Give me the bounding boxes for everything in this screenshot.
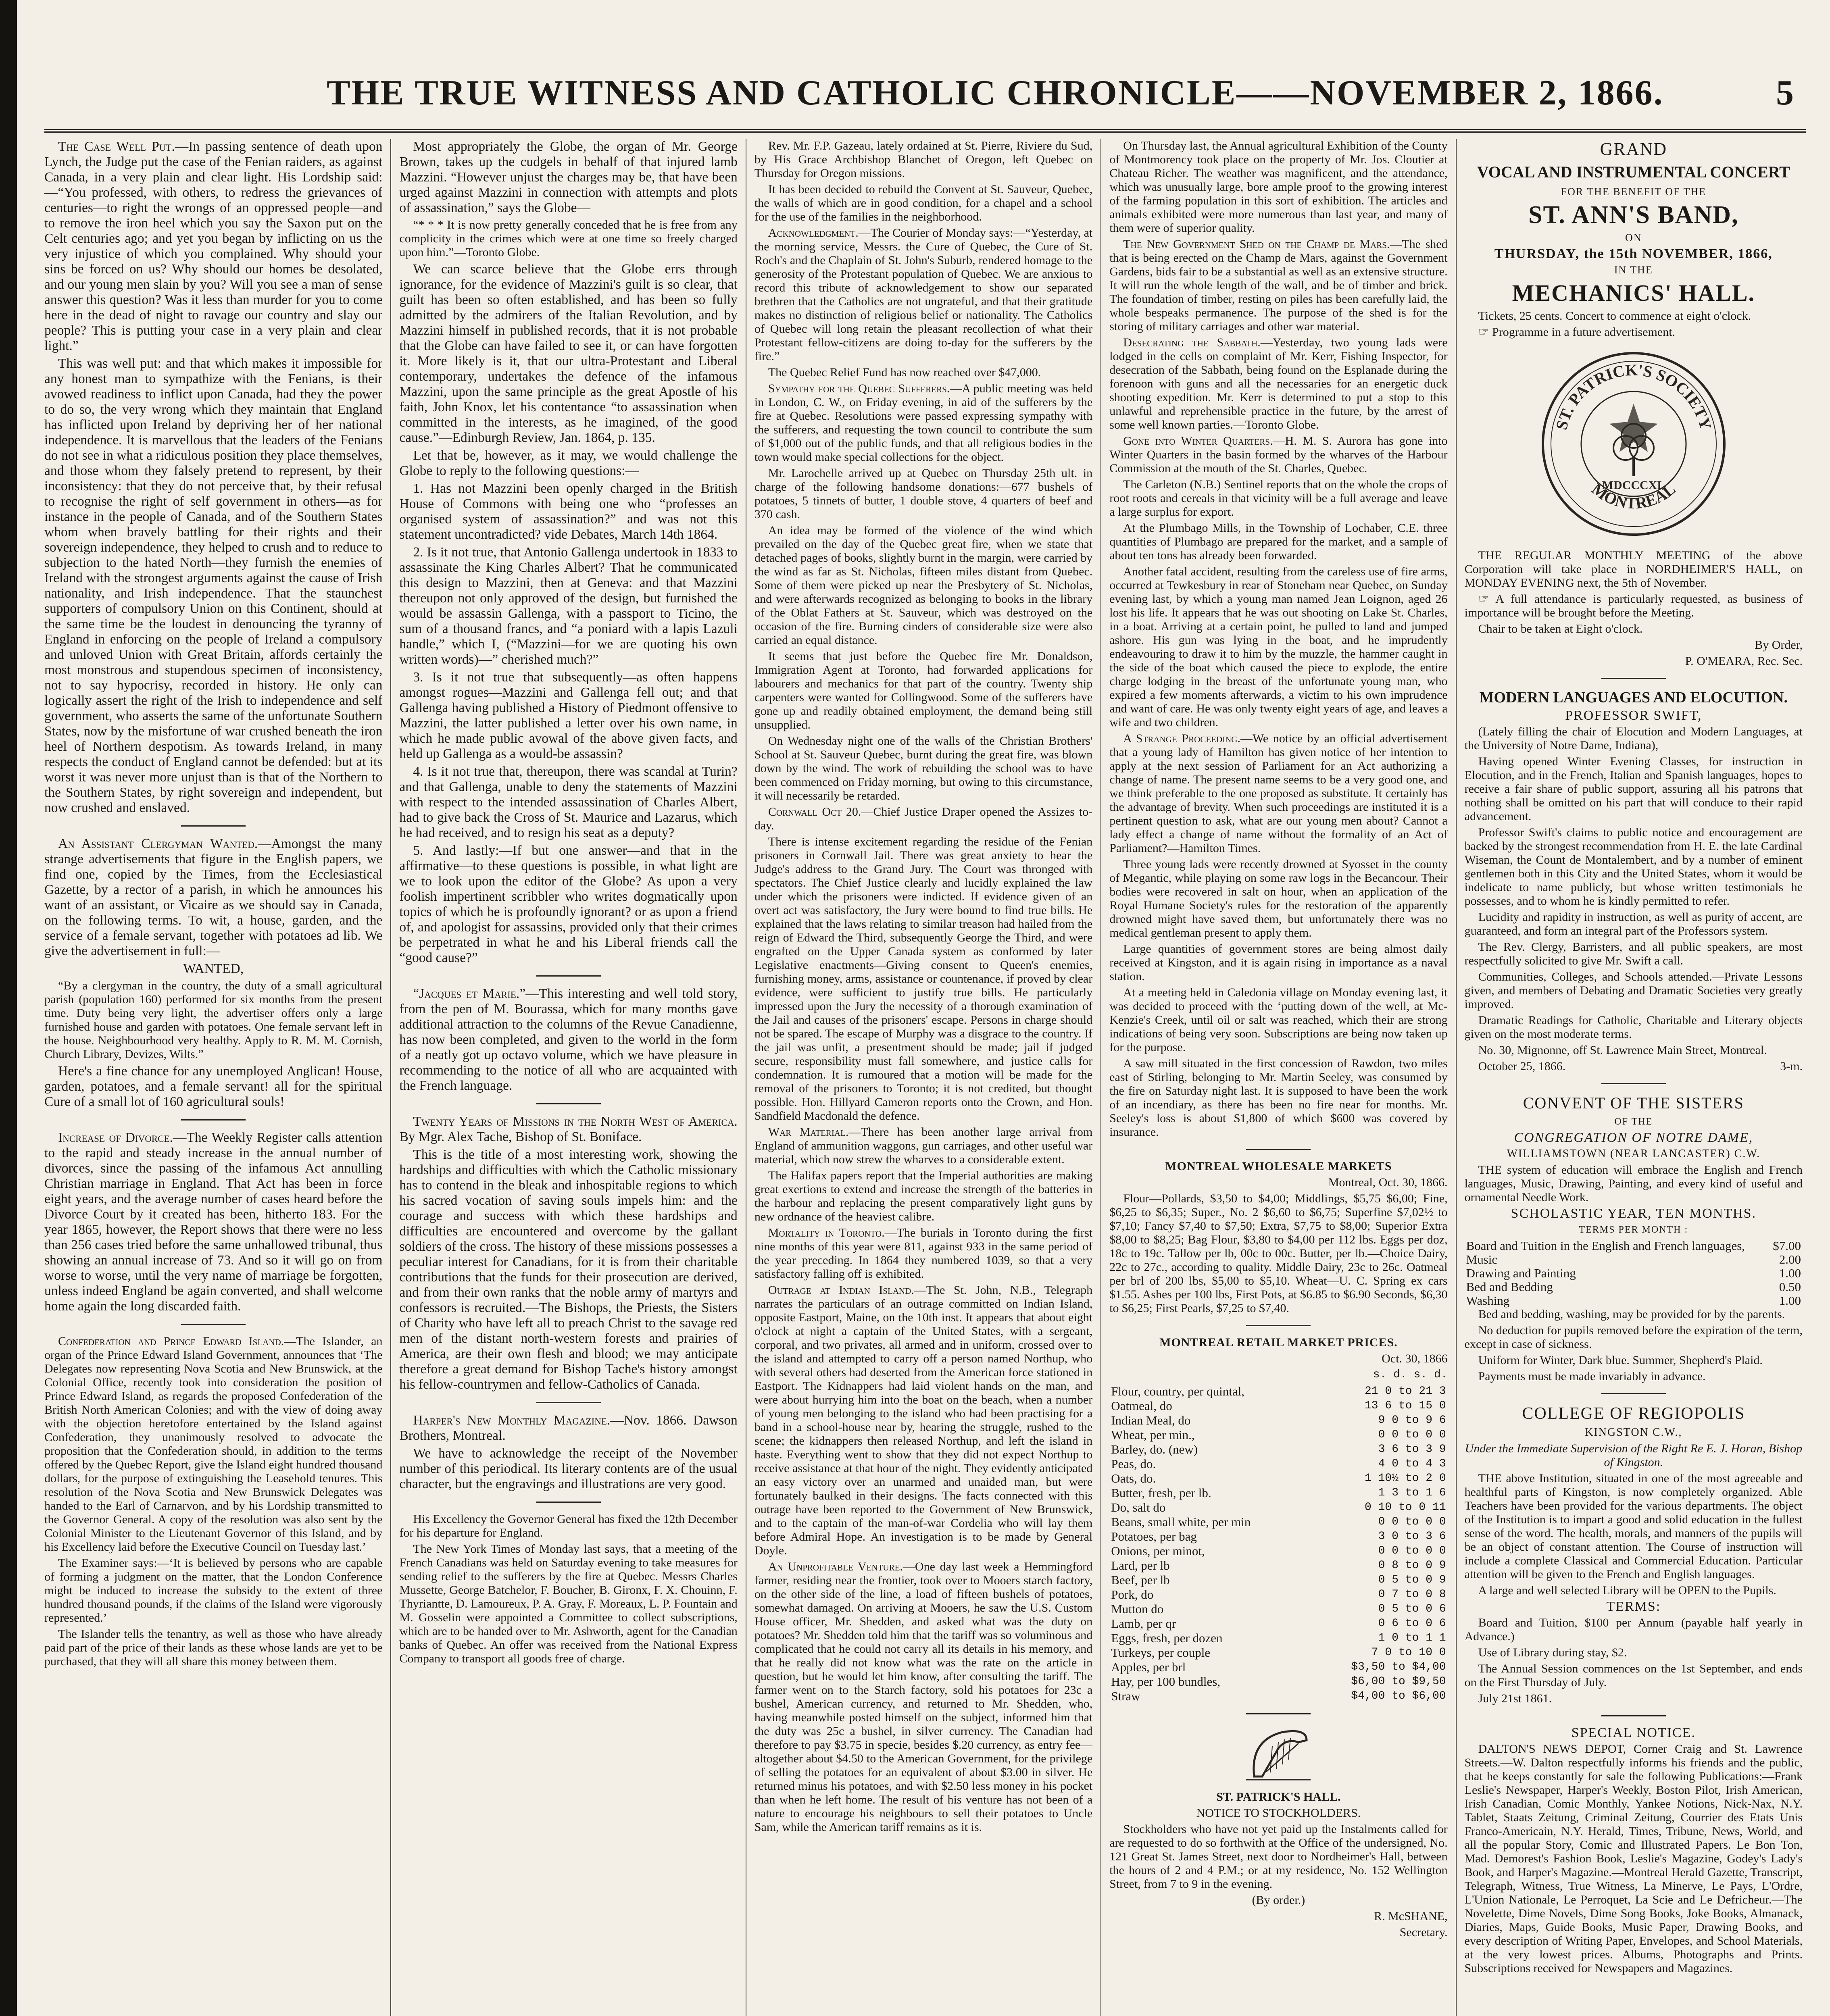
retail-price: 1 0 to 1 1 — [1378, 1632, 1446, 1644]
article-paragraph: We have to acknowledge the receipt of the November number of this periodical. Its literary contents are of the usual character, but the engravings and illustrations are very good. — [399, 1446, 738, 1491]
article-byline: By Mgr. Alex Tache, Bishop of St. Boniface. — [399, 1129, 642, 1144]
article-body: —This interesting and well told story, from the pen of M. Bourassa, which for many months gave additional attraction to the columns of the Revue Canadienne, has now been completed, and given to the world in the form of a neatly got up octavo volume, which we have pleasure in recommending to the notice of all who are acquainted with the French language. — [399, 986, 738, 1093]
news-item: A saw mill situated in the first concession of Rawdon, two miles east of Stirling, belonging to Mr. Martin Seeley, was consumed by the fire on Saturday night last. It is supposed to have been the work of an incendiary, as there has been no fire near for months. Mr. Seeley's loss is about $1,800 of which $600 was covered by insurance. — [1109, 1057, 1448, 1139]
convent-para: Uniform for Winter, Dark blue. Summer, Shepherd's Plaid. — [1478, 1354, 1763, 1367]
concert-grand: GRAND — [1600, 139, 1667, 159]
retail-row — [1109, 1399, 1447, 1413]
divider — [181, 1324, 246, 1325]
retail-item: Eggs, fresh, per dozen — [1111, 1631, 1223, 1645]
divider — [1601, 1083, 1666, 1084]
news-item — [755, 1226, 1092, 1281]
fee-item: Drawing and Painting — [1466, 1266, 1576, 1280]
article-heading: The New Government Shed on the Champ de Mars. — [1123, 237, 1390, 251]
question-3: 3. Is it not true that subsequently—as often happens amongst rogues—Mazzini and Gallenga fell out; and that Gallenga having published a History of Piedmont offensive to Mazzini, the latter published a letter over his own name, in which he made public avowal of the above given facts, and held up Gallenga as a would-be assassin? — [399, 670, 738, 761]
article-case-well-put — [44, 139, 382, 354]
news-item — [1109, 434, 1447, 475]
retail-price: 0 0 to 0 0 — [1378, 1429, 1446, 1441]
divider — [1601, 1393, 1666, 1394]
fee-item: Board and Tuition in the English and French languages, — [1466, 1239, 1745, 1253]
special-notice-body: DALTON'S NEWS DEPOT, Corner Craig and St. Lawrence Streets.—W. Dalton respectfully informs his friends and the public, that he keeps constantly for sale the following Publications:—Frank Leslie's Newspaper, Harper's Weekly, Boston Pilot, Irish American, Irish Canadian, Comic Monthly, Yankee Notions, Nick-Nax, N.Y. Tablet, Staats Zeitung, Criminal Zeitung, Courrier des Etats Unis Franco-Americain, N.Y. Herald, Times, Tribune, News, World, and all the popular Story, Comic and Illustrated Papers. Le Bon Ton, Mad. Demorest's Fashion Book, Leslie's Magazine, Godey's Lady's Book, and Harper's Magazine.—Montreal Herald Gazette, Transcript, Telegraph, Witness, True Witness, La Minerve, Le Pays, L'Ordre, L'Union Nationale, Le Perroquet, La Scie and Le Defricheur.—The Novelette, Dime Novels, Dime Song Books, Joke Books, Almanack, Diaries, Maps, Guide Books, Music Paper, Drawing Books, and every description of Writing Paper, Envelopes, and School Materials, at the very lowest prices. Albums, Photographs and Prints. Subscriptions received for Newspapers and Magazines. — [1464, 1742, 1803, 1975]
concert-in: IN THE — [1614, 264, 1653, 276]
languages-para: Lucidity and rapidity in instruction, as well as purity of accent, are guaranteed, and form an integral part of the Professors system. — [1464, 910, 1803, 937]
news-item: There is intense excitement regarding the residue of the Fenian prisoners in Cornwall Jail. There was great anxiety to hear the Judge's address to the Grand Jury. The Court was thronged with spectators. The Chief Justice clearly and lucidly explained the law under which the prisoners were indicted. If evidence given of an overt act was satisfactory, the Jury were bound to find true bills. He explained that the laws relating to similar treason had hailed from the reign of Edward the Third, subsequently George the Third, and were engrafted on the Upper Canada system as conformed by later Legislative enactments—Giving consent to Queen's enemies, furnishing money, arms, assistance or countenance, if proved by clear evidence, were sufficient to justify true bills. He particularly impressed upon the Jury the necessity of a thorough examination of the Jail and causes of the prisoners' escape. Persons in charge should not be spared. The escape of Murphy was a disgrace to the country. If the jail was unfit, a presentment should be made; jail if judged secure, responsibility must fall somewhere, and justice calls for condemnation. It is rumoured that a motion will be made for the removal of the prisoners to Toronto; it is not credited, but thought possible. Hon. Hillyard Cameron reports onto the Crown, and Hon. Sandfield Macdonald the defence. — [754, 835, 1093, 1123]
retail-price: 4 0 to 4 3 — [1378, 1458, 1446, 1470]
article-heading: An Assistant Clergyman Wanted. — [58, 836, 258, 851]
question-2: 2. Is it not true, that Antonio Gallenga undertook in 1833 to assassinate the King Charles Albert? That he communicated this design to Mazzini, then at Geneva: and that Mazzini thereupon not only approved of the design, but furnished the would be assassin Gallenga, with a passport to Ticino, the sum of a thousand francs, and “a poniard with a lapis Lazuli handle,” which I, (“Mazzini—for we are quoting his own written words)—” cherished much?” — [399, 545, 738, 667]
retail-price: $3,50 to $4,00 — [1351, 1661, 1446, 1673]
divider — [181, 1119, 246, 1120]
retail-row — [1109, 1616, 1447, 1631]
hall-notice: Stockholders who have not yet paid up the Instalments called for are requested to do so forthwith at the Office of the undersigned, No. 121 Great St. James Street, next door to Nordheimer's Hall, between the hours of 2 and 4 P.M.; or at my residence, No. 152 Wellington Street, from 7 to 9 in the evening. — [1109, 1822, 1448, 1891]
article-confederation — [44, 1335, 382, 1554]
retail-price: 21 0 to 21 3 — [1364, 1385, 1446, 1397]
article-body: —The burials in Toronto during the first nine months of this year were 811, against 933 in the same period of the year preceding. In 1864 they numbered 1039, so that a very satisfactory falling off is exhibited. — [754, 1226, 1093, 1281]
retail-row — [1109, 1645, 1447, 1660]
college-para: Board and Tuition, $100 per Annum (payable half yearly in Advance.) — [1464, 1616, 1803, 1643]
article-paragraph: The Examiner says:—‘It is believed by persons who are capable of forming a judgment on the matter, that the London Conference might be induced to increase the subsidy to the extent of three hundred thousand pounds, if the claims of the Island were vigorously represented.’ — [44, 1556, 383, 1624]
column-3 — [755, 139, 1092, 2016]
retail-price: 0 6 to 0 6 — [1378, 1617, 1446, 1630]
languages-para: The Rev. Clergy, Barristers, and all public speakers, are most respectfully solicited to give Mr. Swift a call. — [1464, 940, 1803, 967]
news-item — [1109, 336, 1447, 432]
hall-signature: R. McSHANE, — [1374, 1910, 1448, 1923]
retail-row — [1109, 1486, 1447, 1500]
news-item: It seems that just before the Quebec fire Mr. Donaldson, Immigration Agent at Toronto, had forwarded applications for labourers and mechanics for that part of the country. Twenty ship carpenters were wanted for Collingwood. Some of the sufferers have gone up and readily obtained employment, the demand being still unsupplied. — [754, 650, 1093, 731]
retail-item: Do, salt do — [1111, 1500, 1166, 1514]
article-heading: Acknowledgment. — [768, 226, 859, 240]
convent-para: Bed and bedding, washing, may be provided for by the parents. — [1478, 1308, 1785, 1321]
article-body: —We notice by an official advertisement that a young lady of Hamilton has given notice of her intention to apply at the next session of Parliament for an Act authorizing a change of name. The present name seems to be a very good one, and we think preferable to the one proposed as substitute. It certainly has the advantage of brevity. When such proceedings are instituted it is a pertinent question to ask, what are our young men about? Cannot a lady effect a change of name without the formality of an Act of Parliament?—Hamilton Times. — [1109, 732, 1448, 855]
retail-item: Oats, do. — [1111, 1471, 1156, 1485]
article-jacques-et-marie — [399, 986, 737, 1093]
retail-price: 3 6 to 3 9 — [1378, 1443, 1446, 1456]
retail-item: Hay, per 100 bundles, — [1111, 1674, 1221, 1689]
fee-item: Bed and Bedding — [1466, 1280, 1553, 1294]
fee-price: 1.00 — [1779, 1266, 1801, 1280]
article-heading: Sympathy for the Quebec Sufferers. — [768, 382, 950, 395]
divider — [181, 825, 246, 827]
hall-title: ST. PATRICK'S HALL. — [1216, 1790, 1341, 1804]
retail-price: 1 10½ to 2 0 — [1364, 1472, 1446, 1485]
article-heading: Harper's New Monthly Magazine. — [413, 1413, 611, 1428]
languages-para: Dramatic Readings for Catholic, Charitable and Literary objects given on the most moderate terms. — [1464, 1014, 1803, 1041]
article-paragraph: Here's a fine chance for any unemployed Anglican! House, garden, potatoes, and a female servant! all for the spiritual Cure of a small lot of 160 agricultural souls! — [44, 1064, 383, 1109]
article-heading: Confederation and Prince Edward Island. — [58, 1335, 284, 1348]
retail-row — [1109, 1602, 1447, 1616]
column-4 — [1109, 139, 1447, 2016]
column-rule — [390, 139, 391, 2016]
news-item — [755, 1125, 1092, 1166]
article-assistant-clergyman — [44, 836, 382, 959]
page-number: 5 — [1776, 73, 1794, 112]
convent-congregation: CONGREGATION OF NOTRE DAME, — [1514, 1130, 1753, 1145]
college-para: A large and well selected Library will be OPEN to the Pupils. — [1478, 1584, 1776, 1597]
languages-professor: PROFESSOR SWIFT, — [1565, 708, 1702, 723]
retail-date: Oct. 30, 1866 — [1382, 1352, 1448, 1365]
article-heading: War Material. — [768, 1125, 849, 1139]
divider — [536, 1103, 601, 1104]
masthead — [44, 69, 1806, 133]
languages-para: No. 30, Mignonne, off St. Lawrence Main Street, Montreal. — [1478, 1043, 1767, 1057]
retail-item: Wheat, per min., — [1111, 1428, 1195, 1442]
retail-units: s. d. s. d. — [1373, 1368, 1448, 1381]
languages-para: Having opened Winter Evening Classes, for instruction in Elocution, and in the French, Italian and Spanish languages, hopes to receive a fair share of public support, assuring all his patrons that nothing shall be omitted on his part that will conduce to their rapid advancement. — [1464, 755, 1803, 823]
retail-price: 1 3 to 1 6 — [1378, 1487, 1446, 1499]
article-body: —One day last week a Hemmingford farmer, residing near the frontier, took over to Mooers starch factory, on the other side of the line, a load of fifteen bushels of potatoes, somewhat damaged. On arriving at Mooers, he saw the U.S. Custom House officer, Mr. Shedden, and asked what was the duty on potatoes? Mr. Shedden told him that the tariff was so voluminous and complicated that he could not carry all its details in his memory, and that he really did not know what was the rate on the article in question, but he would let him know, after consulting the tariff. The farmer went on to the Starch factory, sold his potatoes for 23c a bushel, American currency, and returned to Mr. Shedden, who, having meanwhile posted himself on the subject, informed him that the duty was 25c a bushel, in silver currency. The Canadian had therefore to pay $3.75 in specie, besides $.20 currency, as entry fee—altogether about $4.50 to the American Government, for the privilege of selling the potatoes for an equivalent of about $3.00 in silver. He returned minus his potatoes, and with $2.50 less money in his pocket than when he left home. The result of his venture has not been of a nature to encourage his neighbours to sell their potatoes to Uncle Sam, while the American tariff remains as it is. — [754, 1560, 1093, 1834]
article-heading: Twenty Years of Missions in the North West of America. — [413, 1114, 738, 1129]
masthead-title: THE TRUE WITNESS AND CATHOLIC CHRONICLE——NOVEMBER 2, 1866. — [327, 73, 1664, 112]
retail-row — [1109, 1544, 1447, 1558]
divider — [1601, 1715, 1666, 1716]
retail-row — [1109, 1428, 1447, 1442]
retail-price: 3 0 to 3 6 — [1378, 1530, 1446, 1543]
retail-price: 0 0 to 0 0 — [1378, 1545, 1446, 1557]
retail-item: Apples, per brl — [1111, 1660, 1186, 1674]
concert-band: ST. ANN'S BAND, — [1528, 201, 1739, 229]
languages-date — [1465, 1060, 1803, 1073]
retail-item: Pork, do — [1111, 1587, 1154, 1602]
article-heading: Mortality in Toronto. — [768, 1226, 885, 1239]
retail-item: Turkeys, per couple — [1111, 1645, 1211, 1660]
fee-item: Music — [1466, 1252, 1498, 1266]
question-1: 1. Has not Mazzini been openly charged in the British House of Commons with being one who “professes an organised system of assassination?” and was not this statement uncontradicted? vide Debates, March 14th 1864. — [399, 481, 738, 542]
society-meeting-notice: THE REGULAR MONTHLY MEETING of the above Corporation will take place in NORDHEIMER'S HALL, on MONDAY EVENING next, the 5th of November. — [1464, 549, 1803, 589]
retail-price: 0 7 to 0 8 — [1378, 1588, 1446, 1601]
article-body: —The St. John, N.B., Telegraph narrates the particulars of an outrage committed on Indian Island, opposite Eastport, Maine, on the 10th inst. It appears that about eight o'clock at night a captain of the United States, with a sergeant, corporal, and two privates, all armed and in uniform, crossed over to the island and attempted to carry off a person named Northup, who with several others had deserted from the American force stationed in Eastport. The Kidnappers had laid violent hands on the man, and were about hurrying him into the boat on the beach, when a number of young men belonging to the island who had been practising for a band in a school-house near by, hearing the struggle, rushed to the scene; the kidnappers then released Northup, and left the island in haste. Everything went to show that they did not expect Northup to receive assistance at that hour of the night. They evidently anticipated an easy victory over an unarmed and unaided man, but were fortunately baulked in their designs. The facts connected with this outrage have been reported to the Government of New Brunswick, and to the captain of the man-of-war Cordelia who will lay them before Admiral Hope. An investigation is to be made by General Doyle. — [754, 1283, 1093, 1557]
concert-date: THURSDAY, the 15th NOVEMBER, 1866, — [1494, 246, 1773, 261]
news-item: On Wednesday night one of the walls of the Christian Brothers' School at St. Sauveur Quebec, burnt during the great fire, was blown down by the wind. The work of rebuilding the school was to have been commenced on Friday morning, but owing to this circumstance, it will necessarily be retarded. — [754, 734, 1093, 802]
wholesale-title: MONTREAL WHOLESALE MARKETS — [1165, 1160, 1392, 1173]
fee-price: 1.00 — [1779, 1293, 1801, 1308]
retail-row — [1109, 1413, 1447, 1428]
article-heading: “Jacques et Marie.” — [413, 986, 526, 1001]
college-para: THE above Institution, situated in one of the most agreeable and healthful parts of Kingston, is now completely organized. Able Teachers have been provided for the various departments. The object of the Institution is to impart a good and solid education in the fullest sense of the word. The health, morals, and manners of the pupils will be an object of constant attention. The Course of instruction will include a complete Classical and Commercial Education. Particular attention will be given to the French and English languages. — [1464, 1472, 1803, 1581]
retail-row — [1109, 1515, 1447, 1529]
fee-row — [1465, 1280, 1803, 1294]
retail-row — [1109, 1442, 1447, 1457]
concert-for: FOR THE BENEFIT OF THE — [1561, 186, 1707, 198]
article-heading: A Strange Proceeding. — [1123, 732, 1240, 745]
question-5: 5. And lastly:—If but one answer—and that in the affirmative—to these questions is possible, in what light are we to look upon the editor of the Globe? As upon a very foolish impertinent scribbler who writes dogmatically upon topics of which he is profoundly ignorant? or as upon a friend of, and apologist for assassins, provided only that their crimes be perpetrated in what he and his Liberal friends call the “good cause?” — [399, 843, 738, 965]
retail-row — [1109, 1689, 1447, 1704]
special-notice-title: SPECIAL NOTICE. — [1571, 1725, 1696, 1740]
convent-title: CONVENT OF THE SISTERS — [1523, 1094, 1744, 1112]
article-heading: Outrage at Indian Island. — [768, 1283, 914, 1297]
convent-fee-table — [1465, 1239, 1803, 1308]
article-paragraph: This was well put: and that which makes it impossible for any honest man to sympathize with the Fenians, is their avowed readiness to inflict upon Canada, had they the power to do so, the very wrong which they maintain that England has inflicted upon Ireland by depriving her of her national independence. It is marvellous that the leaders of the Fenians do not see in what a ridiculous position they place themselves, and those whom they falsely pretend to represent, by their inconsistency: that they do not perceive that, by their refusal to recognise the right of self government in others—as for instance in the people of Canada, and of the Southern States whom when bravely battling for their rights and their sovereign independence, they helped to crush and to reduce to subjection to the hated North—they furnish the enemies of Ireland with the strongest arguments against the cause of Irish nationality, and Irish independence. That the staunchest supporters of compulsory Union on this Continent, should at the same time be the loudest in denouncing the tyranny of England in enforcing on the people of Ireland a compulsory and unloved Union with Great Britain, affords certainly the most monstrous and stupendous specimen of inconsistency, not to say hypocrisy, recorded in history. He only can logically assert the right of the Irish to independence and self government, who asserts the same of the unfortunate Southern States, now by the misfortune of war crushed beneath the iron heel of Northern despotism. As towards Ireland, in many respects the conduct of England cannot be defended: but at its worst it was never more unjust than is that of the Northern to the Southern States, by right sovereign and independent, but now crushed and enslaved. — [44, 356, 383, 815]
divider — [536, 1502, 601, 1503]
retail-item: Potatoes, per bag — [1111, 1529, 1197, 1543]
article-paragraph: We can scarce believe that the Globe errs through ignorance, for the evidence of Mazzini's guilt is so clear, that guilt has been so often established, and has been so fully admitted by the admirers of the Italian Revolution, and by Mazzini himself in published records, that it is not probable that the Globe can have failed to see it, or can have forgotten it. More likely is it, that our ultra-Protestant and Liberal contemporary, undertakes the defence of the infamous Mazzini, upon the same principle as the great Apostle of his faith, John Knox, let his contentance “to assassination when committed in the interests, as he imagined, of the good cause.”—Edinburgh Review, Jan. 1864, p. 135. — [399, 262, 738, 445]
news-item: An idea may be formed of the violence of the wind which prevailed on the day of the Quebec great fire, when we state that detached pages of books, slightly burnt in the margin, were carried by the wind as far as St. Nicholas, fifteen miles distant from Quebec. Some of them were picked up near the Presbytery of St. Nicholas, and were afterwards recognized as belonging to books in the library of the Oblat Fathers at St. Sauveur, which was destroyed on the occasion of the fire. Burning cinders of considerable size were also carried an equal distance. — [754, 524, 1093, 647]
retail-price: 0 5 to 0 9 — [1378, 1574, 1446, 1586]
news-item: Rev. Mr. F.P. Gazeau, lately ordained at St. Pierre, Riviere du Sud, by His Grace Archbishop Blanchet of Oregon, left Quebec on Thursday for Oregon missions. — [754, 139, 1093, 180]
news-item — [755, 382, 1092, 464]
languages-para: (Lately filling the chair of Elocution and Modern Languages, at the University of Notre Dame, Indiana), — [1464, 725, 1803, 752]
convent-of: OF THE — [1614, 1116, 1653, 1127]
college-terms: TERMS: — [1606, 1599, 1661, 1614]
divider — [1601, 678, 1666, 679]
retail-price: $6,00 to $9,50 — [1351, 1675, 1446, 1688]
retail-price: 9 0 to 9 6 — [1378, 1414, 1446, 1427]
hall-order: (By order.) — [1252, 1893, 1305, 1907]
fee-price: 0.50 — [1779, 1280, 1801, 1294]
news-item — [755, 1560, 1092, 1834]
article-heading: The Case Well Put. — [58, 139, 175, 154]
retail-price-table — [1109, 1384, 1447, 1704]
languages-para: Communities, Colleges, and Schools attended.—Private Lessons given, and members of Debating and Dramatic Societies very greatly improved. — [1464, 970, 1803, 1011]
scan-edge — [0, 0, 17, 2016]
article-heading: Gone into Winter Quarters. — [1123, 434, 1273, 448]
news-item: At a meeting held in Caledonia village on Monday evening last, it was decided to proceed with the ‘putting down of the well, at Mc-Kenzie's Creek, until oil or salt was reached, which their are strong indications of being very soon. Subscriptions are being now taken up for the purpose. — [1109, 986, 1448, 1054]
article-paragraph: The Islander tells the tenantry, as well as those who have already paid part of the price of their lands as these whose lands are yet to be purchased, that they will all share this money between them. — [44, 1627, 383, 1668]
fee-item: Washing — [1466, 1293, 1510, 1308]
article-body: —Chief Justice Draper opened the Assizes to-day. — [754, 805, 1093, 832]
news-item — [1109, 237, 1447, 333]
news-item: On Thursday last, the Annual agricultural Exhibition of the County of Montmorency took place on the property of Mr. Jos. Cloutier at Chateau Richer. The weather was magnificent, and the attendance, which was unusually large, bore ample proof to the growing interest of the farming population in this sort of exhibition. The articles and animals exhibited were more numerous than last year, and many of them were of superior quality. — [1109, 139, 1448, 235]
hall-role: Secretary. — [1399, 1926, 1448, 1939]
college-para: The Annual Session commences on the 1st September, and ends on the First Thursday of July. — [1464, 1662, 1803, 1689]
convent-para: Payments must be made invariably in advance. — [1478, 1370, 1706, 1383]
article-paragraph: Most appropriately the Globe, the organ of Mr. George Brown, takes up the cudgels in behalf of that injured lamb Mazzini. “However unjust the charges may be, that have been urged against Mazzini in connection with attempts and plots of assassination,” says the Globe— — [399, 139, 738, 215]
retail-item: Straw — [1111, 1689, 1140, 1703]
retail-price: 0 10 to 0 11 — [1364, 1501, 1446, 1514]
retail-item: Lard, per lb — [1111, 1558, 1170, 1572]
college-title: COLLEGE OF REGIOPOLIS — [1522, 1404, 1745, 1423]
article-body: —In passing sentence of death upon Lynch, the Judge put the case of the Fenian raiders, as against Canada, in a very plain and clear light. His Lordship said:—“You professed, with others, to redress the grievances of centuries—to right the wrongs of an oppressed people—and to remove the iron heel which you say the Saxon put on the Celt centuries ago; and yet you began by inflicting on us the very injustice of which you complained. Why should your sins be forced on us? Why should our homes be desolated, and our young men slain by you? Will you see a man of sense answer this question? Was it less than murder for you to come here in the dead of night to ravage our country and slay our people? This is putting your case in a very plain and clear light.” — [44, 139, 383, 353]
seal-bottom-text: MONTREAL — [1588, 479, 1679, 512]
column-rule — [1456, 139, 1457, 2016]
question-4: 4. Is it not true that, thereupon, there was scandal at Turin? and that Gallenga, unable to deny the statements of Mazzini with respect to the intended assassination of Charles Albert, had to give back the Cross of St. Maurice and Lazarus, which he had received, and to resign his seat as a deputy? — [399, 764, 738, 840]
fee-row — [1465, 1294, 1803, 1308]
divider — [536, 975, 601, 977]
article-heading: Desecrating the Sabbath. — [1123, 336, 1261, 349]
retail-row — [1109, 1384, 1447, 1399]
news-item: It has been decided to rebuild the Convent at St. Sauveur, Quebec, the walls of which are in good condition, for a chapel and a school for the use of the families in the neighborhood. — [754, 183, 1093, 223]
society-chair: Chair to be taken at Eight o'clock. — [1478, 622, 1643, 635]
article-missions-heading — [399, 1114, 737, 1145]
fee-row — [1465, 1253, 1803, 1266]
retail-row — [1109, 1587, 1447, 1602]
news-item: The Halifax papers report that the Imperial authorities are making great exertions to extend and increase the strength of the batteries in the harbour and replacing the present comparatively light guns by new ordnance of the heaviest calibre. — [754, 1169, 1093, 1223]
retail-row — [1109, 1457, 1447, 1471]
news-item: The New York Times of Monday last says, that a meeting of the French Canadians was held on Saturday evening to take measures for sending relief to the sufferers by the fire at Quebec. Messrs Charles Mussette, George Batchelor, F. Boucher, B. Gironx, F. X. Chouinn, F. Thyriantte, D. Lamoureux, P. A. Gray, F. Moreaux, L. P. Fountain and M. Gosselin were appointed a Committee to collect subscriptions, which are to be handed over to Mr. Ashworth, agent for the Canadian banks of Quebec. An offer was received from the National Express Company to transport all goods free of charge. — [399, 1542, 738, 1665]
article-divorce — [44, 1130, 382, 1314]
article-body: —The Islander, an organ of the Prince Edward Island Government, announces that ‘The Delegates now representing Nova Scotia and New Brunswick, at the Colonial Office, recently took into consideration the position of Prince Edward Island, as regards the proposed Confederation of the British North American Colonies; and with the view of doing away with the objection heretofore entertained by the Island against Confederation, they unanimously resolved to advocate the proposition that the Confederation should, in addition to the terms offered by the Quebec Report, give the Island eight hundred thousand dollars, for the purpose of extinguishing the Leasehold tenures. This resolution of the Nova Scotia and New Brunswick Delegates was handed to the Earl of Carnarvon, and by his Lordship transmitted to the Governor General. A copy of the resolution was also sent by the Colonial Minister to the Lieutenant Governor of this Island, and by his Excellency laid before the Executive Council on Tuesday last.’ — [44, 1335, 383, 1554]
news-item: At the Plumbago Mills, in the Township of Lochaber, C.E. three quantities of Plumbago are prepared for the market, and a sample of about ten tons has already been forwarded. — [1109, 521, 1448, 562]
article-paragraph: This is the title of a most interesting work, showing the hardships and difficulties with which the Catholic missionary has to contend in the bleak and inhospitable regions to which his sacred vocation of saving souls impels him: and the courage and success with which these hardships and difficulties are encountered and overcome by the gallant soldiers of the cross. The history of these missions possesses a peculiar interest for Canadians, for it is from their charitable contributions that the funds for their prosecution are derived, and from their own ranks that the noble army of martyrs and confessors is recruited.—The Bishops, the Priests, the Sisters of Charity who have left all to preach Christ to the savage red men of the distant north-western forests and prairies of America, are their own flesh and blood; we may anticipate therefore a great demand for Bishop Tache's history amongst his fellow-countrymen and fellow-Catholics of Canada. — [399, 1147, 738, 1392]
retail-item: Mutton do — [1111, 1602, 1164, 1616]
retail-title: MONTREAL RETAIL MARKET PRICES. — [1159, 1336, 1398, 1349]
concert-on: ON — [1625, 232, 1642, 244]
retail-row — [1109, 1471, 1447, 1486]
retail-item: Beef, per lb — [1111, 1573, 1170, 1587]
news-item — [755, 1283, 1092, 1558]
convent-terms: TERMS PER MONTH : — [1579, 1225, 1688, 1235]
st-patricks-society-seal-icon — [1537, 347, 1730, 541]
college-para: Use of Library during stay, $2. — [1478, 1646, 1627, 1659]
college-date: July 21st 1861. — [1478, 1692, 1552, 1705]
retail-item: Barley, do. (new) — [1111, 1442, 1198, 1456]
article-heading: Cornwall Oct 20. — [768, 805, 861, 818]
retail-item: Butter, fresh, per lb. — [1111, 1486, 1211, 1500]
divider — [1246, 1325, 1311, 1326]
fee-price: $7.00 — [1773, 1239, 1801, 1253]
convent-para: No deduction for pupils removed before the expiration of the term, except in case of sickness. — [1464, 1324, 1803, 1351]
article-body: —There has been another large arrival from England of ammunition waggons, gun carriages, and other useful war material, which now strew the wharves to a considerable extent. — [754, 1125, 1093, 1166]
wholesale-date: Montreal, Oct. 30, 1866. — [1328, 1176, 1448, 1189]
society-order: By Order, — [1755, 638, 1803, 652]
quote: “* * * It is now pretty generally conceded that he is free from any complicity in the crimes which were at one time so freely charged upon him.”—Toronto Globe. — [399, 218, 738, 259]
article-body: —H. M. S. Aurora has gone into Winter Quarters in the basin formed by the wharves of the Harbour Commission at the mouth of the St. Charles, Quebec. — [1109, 434, 1448, 475]
retail-item: Flour, country, per quintal, — [1111, 1384, 1245, 1398]
retail-row — [1109, 1573, 1447, 1587]
article-harpers — [399, 1413, 737, 1443]
convent-place: WILLIAMSTOWN (NEAR LANCASTER) C.W. — [1507, 1148, 1761, 1160]
languages-para: Professor Swift's claims to public notice and encouragement are backed by the strongest recommendation from H. E. the late Cardinal Wiseman, the Count de Montalembert, and by a number of eminent gentlemen both in this City and the United States, whom it would be indelicate to name publicly, but whose written testimonials he possesses, and to whom he is kindly permitted to refer. — [1464, 826, 1803, 908]
retail-price: 0 8 to 0 9 — [1378, 1559, 1446, 1572]
article-body: —The Weekly Register calls attention to the rapid and steady increase in the annual number of divorces, since the passing of the infamous Act annulling Christian marriage in England. That Act has been in force eight years, and the average number of cases heard before the Divorce Court by it created has been, hitherto 183. For the year 1865, however, the Report shows that there were no less than 256 cases tried before the same unhallowed tribunal, thus showing an annual increase of 73. And so it will go on from worse to worse, until the very name of marriage be forgotten, unless indeed England be again converted, and shall welcome home again the long discarded faith. — [44, 1130, 383, 1314]
article-body: —A public meeting was held in London, C. W., on Friday evening, in aid of the sufferers by the fire at Quebec. Resolutions were passed expressing sympathy with the sufferers, and requesting the town council to contribute the sum of $1,000 out of the public funds, and that all religious bodies in the town would make special collections for the object. — [754, 382, 1093, 464]
retail-price: 0 0 to 0 0 — [1378, 1516, 1446, 1528]
news-item: The Quebec Relief Fund has now reached over $47,000. — [768, 366, 1041, 379]
column-1 — [44, 139, 382, 2016]
article-body: —Nov. 1866. Dawson Brothers, Montreal. — [399, 1413, 738, 1443]
languages-date-text: October 25, 1866. — [1478, 1060, 1566, 1073]
retail-item: Lamb, per qr — [1111, 1616, 1176, 1631]
column-5 — [1465, 139, 1803, 2016]
article-body: —The shed that is being erected on the Champ de Mars, against the Government Gardens, bids fair to be a substantial as well as an extensive structure. It will run the whole length of the wall, and be of timber and brick. The foundation of timber, resting on piles has been carefully laid, the whole bespeaks permanence. The purpose of the shed is for the storing of military carriages and other war material. — [1109, 237, 1448, 333]
concert-hall: MECHANICS' HALL. — [1512, 280, 1755, 306]
columns — [44, 139, 1803, 2016]
retail-item: Peas, do. — [1111, 1457, 1156, 1471]
college-place: KINGSTON C.W., — [1585, 1426, 1682, 1439]
news-item — [755, 226, 1092, 363]
article-body: —Amongst the many strange advertisements that figure in the English papers, we find one, copied by the Times, from the Ecclesiastical Gazette, by a rector of a parish, in which he announces his want of an assistant, or Vicaire as we should say in Canada, on the following terms. To wit, a house, garden, and the service of a female servant, together with potatoes ad lib. We give the advertisement in full:— — [44, 836, 383, 958]
wholesale-prices: Flour—Pollards, $3,50 to $4,00; Middlings, $5,75 $6,00; Fine, $6,25 to $6,35; Super., No. 2 $6,60 to $6,75; Superfine $7,02½ to $7,10; Fancy $7,40 to $7,50; Extra, $7,75 to $8,00; Superior Extra $8,00 to $8,25; Bag Flour, $3,80 to $4,00 per 112 lbs. Eggs per doz, 18c to 19c. Tallow per lb, 00c to 00c. Butter, per lb.—Choice Dairy, 22c to 27c., according to quality. Middle Dairy, 23c to 26c. Oatmeal per brl of 200 lbs, $5,00 to $5,10. Wheat—U. C. Spring ex cars $1.55. Ashes per 100 lbs, First Pots, at $6.85 to $6.90 Seconds, $6,30 to $6,25; First Pearls, $7,25 to $7,40. — [1109, 1192, 1448, 1315]
retail-item: Oatmeal, do — [1111, 1399, 1172, 1413]
retail-item: Indian Meal, do — [1111, 1413, 1191, 1427]
news-item: The Carleton (N.B.) Sentinel reports that on the whole the crops of root roots and cereals in that vicinity will be a full average and leave a large surplus for export. — [1109, 478, 1448, 519]
ad-quote: “By a clergyman in the country, the duty of a small agricultural parish (population 160) performed for six months from the present time. Duty being very light, the advertiser offers only a large furnished house and garden with potatoes. One female servant left in the house. Neighbourhood very healthy. Apply to R. M. M. Cornish, Church Library, Devizes, Wilts.” — [44, 979, 383, 1061]
retail-price: 13 6 to 15 0 — [1364, 1400, 1446, 1412]
news-item: Large quantities of government stores are being almost daily received at Kingston, and it is again rising in importance as a naval station. — [1109, 942, 1448, 983]
column-2 — [399, 139, 737, 2016]
retail-row — [1109, 1660, 1447, 1674]
retail-item: Onions, per minot, — [1111, 1544, 1205, 1558]
seal-year: MDCCCXL — [1602, 479, 1665, 492]
languages-title: MODERN LANGUAGES AND ELOCUTION. — [1479, 689, 1788, 706]
retail-row — [1109, 1674, 1447, 1689]
fee-row — [1465, 1239, 1803, 1253]
fee-price: 2.00 — [1779, 1252, 1801, 1266]
news-item: His Excellency the Governor General has fixed the 12th December for his departure for England. — [399, 1512, 738, 1539]
convent-para: THE system of education will embrace the English and French languages, Music, Drawing, Painting, and every kind of useful and ornamental Needle Work. — [1464, 1163, 1803, 1204]
divider — [536, 1402, 601, 1403]
article-paragraph: Let that be, however, as it may, we would challenge the Globe to reply to the following questions:— — [399, 448, 738, 478]
news-item: Mr. Larochelle arrived up at Quebec on Thursday 25th ult. in charge of the following handsome donations:—677 bushels of potatoes, 5 tinnets of butter, 1 double stove, 4 quarters of beef and 370 cash. — [754, 467, 1093, 521]
college-supervision: Under the Immediate Supervision of the Right Re E. J. Horan, Bishop of Kingston. — [1465, 1442, 1803, 1469]
retail-item: Beans, small white, per min — [1111, 1515, 1251, 1529]
retail-row — [1109, 1631, 1447, 1645]
convent-year: SCHOLASTIC YEAR, TEN MONTHS. — [1511, 1206, 1757, 1221]
news-item: Three young lads were recently drowned at Syosset in the county of Megantic, while playing on some raw logs in the Becancour. Their bodies were recovered in salt on hour, when an application of the Royal Humane Society's rules for the restoration of the apparently drowned might have saved them, but unfortunately there was no medical gentleman present to apply them. — [1109, 858, 1448, 939]
harp-emblem-icon — [1238, 1724, 1319, 1785]
divider — [1246, 1713, 1311, 1714]
concert-title: VOCAL AND INSTRUMENTAL CONCERT — [1477, 163, 1790, 181]
retail-price: $4,00 to $6,00 — [1351, 1690, 1446, 1702]
retail-price: 0 5 to 0 6 — [1378, 1603, 1446, 1615]
news-item — [755, 805, 1092, 833]
seal-top-text: ST. PATRICK'S SOCIETY — [1552, 360, 1715, 432]
languages-tag: 3-m. — [1780, 1060, 1803, 1073]
concert-programme: ☞ Programme in a future advertisement. — [1478, 325, 1676, 339]
article-body: —The Courier of Monday says:—“Yesterday, at the morning service, Messrs. the Cure of Quebec, the Cure of St. Roch's and the Chaplain of St. John's Suburb, rendered homage to the generosity of the Protestant population of Quebec. We are anxious to record this tribute of acknowledgement to show our separated brethren that the Catholics are not ungrateful, and that their gratitude makes no distinction of religious belief or nationality. The Catholics of Quebec will long retain the pleasant recollection of what their Protestant fellow-citizens are doing to-day for the sufferers by the fire.” — [754, 226, 1093, 363]
concert-tickets: Tickets, 25 cents. Concert to commence at eight o'clock. — [1478, 309, 1751, 323]
retail-price: 7 0 to 10 0 — [1371, 1646, 1446, 1659]
retail-row — [1109, 1558, 1447, 1573]
fee-row — [1465, 1266, 1803, 1280]
retail-row — [1109, 1500, 1447, 1515]
article-heading: Increase of Divorce. — [58, 1130, 173, 1145]
retail-row — [1109, 1529, 1447, 1544]
society-attendance: ☞ A full attendance is particularly requested, as business of importance will be brought before the Meeting. — [1464, 592, 1803, 619]
news-item: Another fatal accident, resulting from the careless use of fire arms, occurred at Tewkesbury in rear of Stoneham near Quebec, on Sunday evening last, by which a young man named Jean Loignon, aged 26 lost his life. It appears that he was out shooting on Lake St. Charles, in a boat. Arriving at a certain point, he pulled to land and jumped ashore. His gun was lying in the boat, and he imprudently endeavouring to draw it to him by the muzzle, the hammer caught in the side of the boat which caused the piece to explode, the entire charge lodging in the breast of the unfortunate young man, who expired a few moments afterwards, a victim to his own imprudence and want of care. He was only twenty eight years of age, and leaves a wife and two children. — [1109, 565, 1448, 729]
news-item — [1109, 732, 1447, 855]
article-body: —Yesterday, two young lads were lodged in the cells on complaint of Mr. Kerr, Fishing Inspector, for desecration of the Sabbath, being found on the Esplanade during the forenoon with guns and all the necessaries for an energetic duck shooting expedition. Mr. Kerr is determined to put a stop to this unlawful and reprehensible practice in the future, by the arrest of some well known parties.—Toronto Globe. — [1109, 336, 1448, 431]
society-signature: P. O'MEARA, Rec. Sec. — [1685, 654, 1803, 668]
divider — [1246, 1149, 1311, 1150]
article-heading: An Unprofitable Venture. — [768, 1560, 903, 1573]
ad-wanted-heading: WANTED, — [183, 961, 244, 976]
hall-subtitle: NOTICE TO STOCKHOLDERS. — [1196, 1806, 1361, 1820]
